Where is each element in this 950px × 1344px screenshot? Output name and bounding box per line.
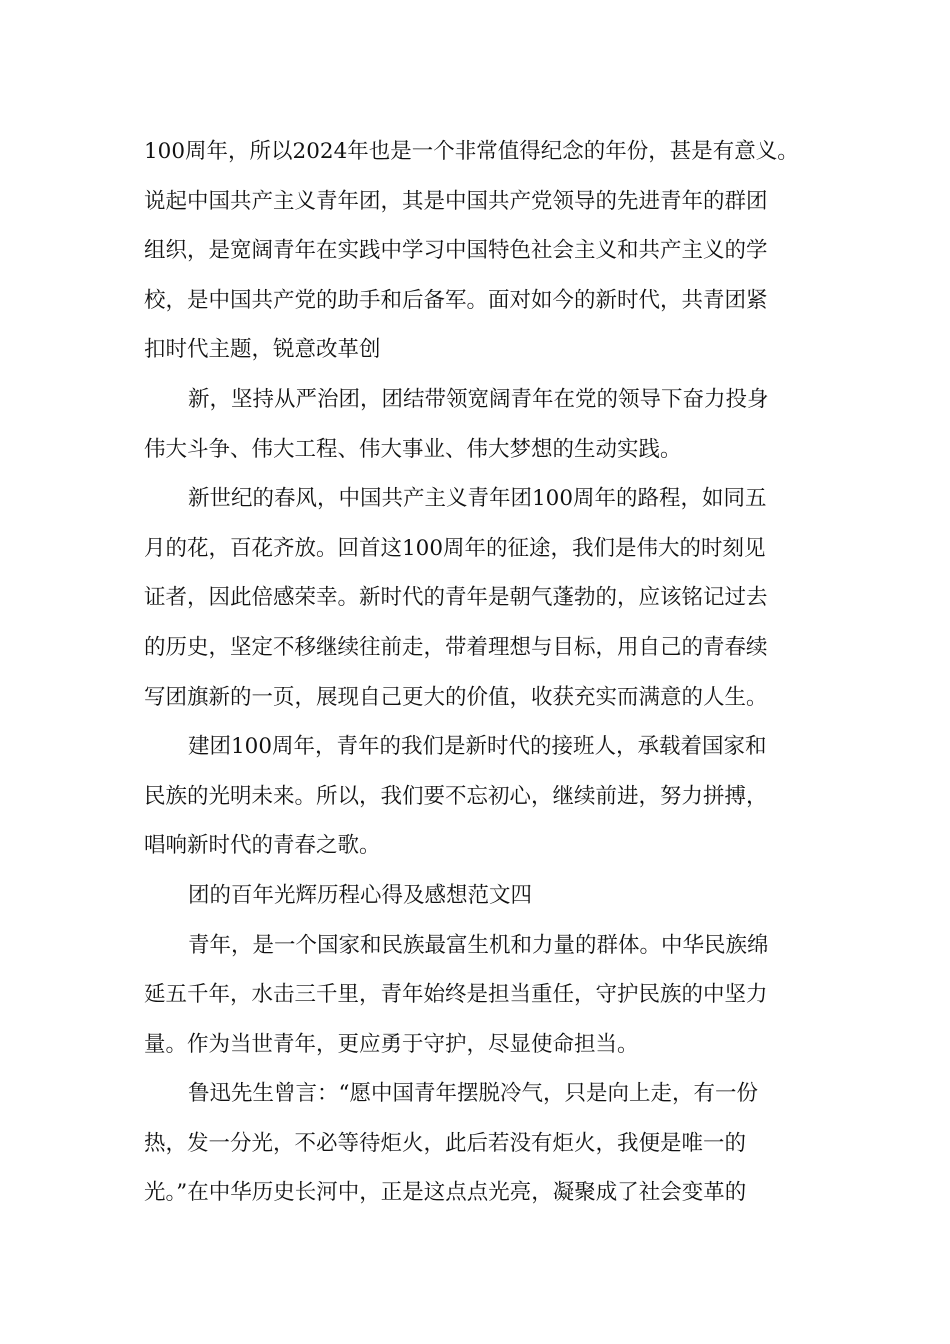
text-line: 扣时代主题，锐意改革创 <box>144 337 381 363</box>
document-body <box>144 127 824 1218</box>
text-line: 新世纪的春风，中国共产主义青年团100周年的路程，如同五 <box>188 486 767 512</box>
text-line: 组织，是宽阔青年在实践中学习中国特色社会主义和共产主义的学 <box>144 238 768 264</box>
text-line: 民族的光明未来。所以，我们要不忘初心，继续前进，努力拼搏， <box>144 783 768 809</box>
text-line: 鲁迅先生曾言：“愿中国青年摆脱冷气，只是向上走，有一份 <box>188 1081 758 1107</box>
text-line: 热，发一分光，不必等待炬火，此后若没有炬火，我便是唯一的 <box>144 1130 747 1156</box>
section-heading: 团的百年光辉历程心得及感想范文四 <box>188 882 533 908</box>
text-line: 写团旗新的一页，展现自己更大的价值，收获充实而满意的人生。 <box>144 684 768 710</box>
text-line: 说起中国共产主义青年团，其是中国共产党领导的先进青年的群团 <box>144 188 768 214</box>
text-line: 伟大斗争、伟大工程、伟大事业、伟大梦想的生动实践。 <box>144 436 682 462</box>
text-line: 延五千年，水击三千里，青年始终是担当重任，守护民族的中坚力 <box>144 982 768 1008</box>
text-line: 100周年，所以2024年也是一个非常值得纪念的年份，甚是有意义。 <box>144 139 799 164</box>
text-line: 证者，因此倍感荣幸。新时代的青年是朝气蓬勃的，应该铭记过去 <box>144 585 768 611</box>
text-line: 月的花，百花齐放。回首这100周年的征途，我们是伟大的时刻见 <box>144 535 766 561</box>
text-line: 新，坚持从严治团，团结带领宽阔青年在党的领导下奋力投身 <box>188 386 769 412</box>
text-line: 量。作为当世青年，更应勇于守护，尽显使命担当。 <box>144 1031 639 1057</box>
text-line: 唱响新时代的青春之歌。 <box>144 833 381 859</box>
text-line: 光。”在中华历史长河中，正是这点点光亮，凝聚成了社会变革的 <box>144 1180 747 1206</box>
text-line: 校，是中国共产党的助手和后备军。面对如今的新时代，共青团紧 <box>144 287 768 313</box>
text-line: 青年，是一个国家和民族最富生机和力量的群体。中华民族绵 <box>188 932 769 958</box>
text-line: 的历史，坚定不移继续往前走，带着理想与目标，用自己的青春续 <box>144 634 768 660</box>
text-line: 建团100周年，青年的我们是新时代的接班人，承载着国家和 <box>188 734 767 760</box>
